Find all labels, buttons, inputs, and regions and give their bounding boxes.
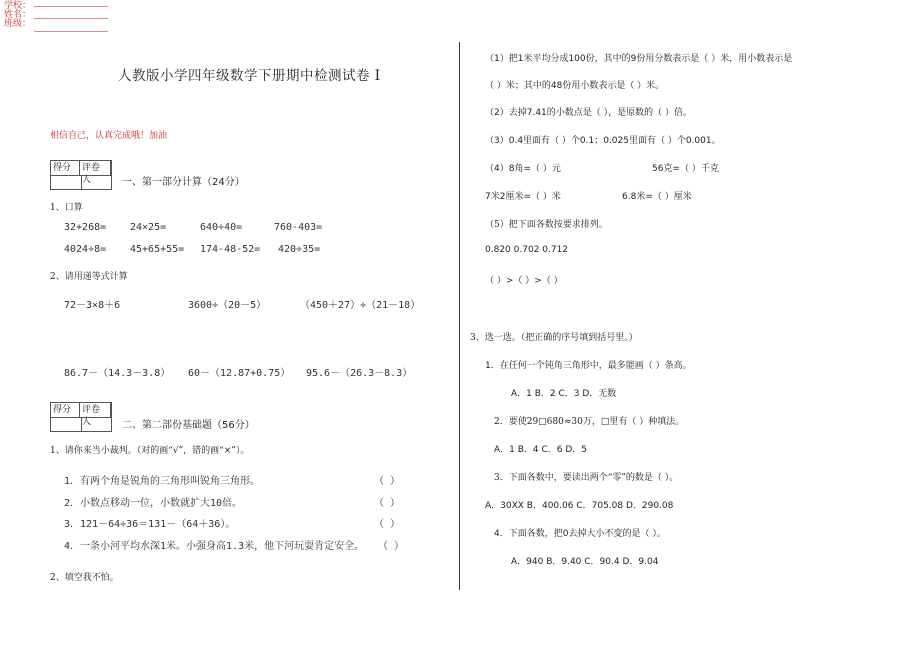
field-school-label: 学校： (4, 1, 32, 11)
oral-calc-label: 1、口算 (50, 203, 83, 213)
field-class-line[interactable] (34, 31, 108, 32)
choice-options: A．940 B．9.40 C．90.4 D．9.04 (511, 557, 659, 567)
oral-item: 32+268= (64, 222, 107, 233)
field-name-line[interactable] (34, 18, 108, 19)
fill-question: （ ）米；其中的48份用小数表示是（ ）米。 (485, 81, 665, 91)
step-calc-item: 3600÷（20－5） (188, 300, 267, 311)
step-calc-item: 95.6－（26.3－8.3） (306, 368, 413, 379)
judge-answer-bracket[interactable]: （ ） (374, 498, 401, 509)
step-calc-item: 86.7－（14.3－3.8） (64, 368, 171, 379)
fill-in-label: 2、填空我不怕。 (50, 573, 119, 583)
grader-label: 评卷人 (80, 161, 111, 175)
judge-instructions: 1、请你来当小裁判。（对的画“√”，错的画“×”）。 (50, 446, 250, 456)
score-label: 得分 (51, 403, 80, 417)
judge-answer-bracket[interactable]: （ ） (378, 541, 405, 552)
choice-options: A．1 B．2 C．3 D．无数 (511, 389, 617, 399)
oral-item: 24×25= (130, 222, 167, 233)
choice-options: A．1 B．4 C．6 D．5 (494, 445, 588, 455)
fill-question: 7米2厘米=（ ）米 (485, 192, 561, 202)
section1-heading: 一、第一部分计算（24分） (122, 177, 245, 188)
step-calc-item: 72－3×8＋6 (64, 300, 121, 311)
column-divider (459, 42, 460, 590)
step-calc-item: 60－（12.87+0.75） (188, 368, 291, 379)
numbers-to-order: 0.820 0.702 0.712 (485, 245, 569, 255)
step-calc-label: 2、请用递等式计算 (50, 272, 128, 282)
fill-question: （4）8角=（ ）元 (485, 164, 561, 174)
fill-question: （2）去掉7.41的小数点是（ ），是原数的（ ）倍。 (485, 108, 692, 118)
score-label: 得分 (51, 161, 80, 175)
choice-question: 1．在任何一个钝角三角形中，最多能画（ ）条高。 (485, 361, 692, 371)
field-name-label: 姓名： (4, 10, 32, 20)
oral-item: 420÷35= (278, 244, 321, 255)
oral-item: 4024÷8= (64, 244, 107, 255)
grader-label: 评卷人 (80, 403, 111, 417)
judge-item: 4．一条小河平均水深1米。小强身高1.3米，他下河玩耍肯定安全。 (64, 541, 365, 552)
oral-item: 45+65+55= (130, 244, 185, 255)
fill-question: 6.8米=（ ）厘米 (622, 192, 692, 202)
judge-item: 1．有两个角是锐角的三角形叫锐角三角形。 (64, 476, 261, 487)
encouragement-text: 相信自己，认真完成哦！加油 (50, 131, 168, 141)
judge-item: 3．121－64÷36＝131－（64＋36）。 (64, 519, 236, 530)
fill-question: （1）把1米平均分成100份，其中的9份用分数表示是（ ）米，用小数表示是 (485, 54, 793, 64)
field-class-label: 班级： (4, 19, 32, 29)
choice-question: 3．下面各数中，要读出两个“零”的数是（ ）。 (494, 473, 679, 483)
fill-question: （5）把下面各数按要求排列。 (485, 220, 608, 230)
choice-question: 4．下面各数，把0去掉大小不变的是（ ）。 (494, 529, 666, 539)
section2-heading: 二、第二部份基础题（56分） (122, 420, 255, 431)
judge-item: 2．小数点移动一位，小数就扩大10倍。 (64, 498, 243, 509)
choose-instructions: 3、选一选。（把正确的序号填到括号里。） (470, 333, 638, 343)
judge-answer-bracket[interactable]: （ ） (374, 519, 401, 530)
fill-question: 56克=（ ）千克 (652, 164, 719, 174)
order-answer-brackets[interactable]: （ ）>（ ）>（ ） (485, 276, 563, 286)
oral-item: 640÷40= (200, 222, 243, 233)
oral-item: 174-48-52= (200, 244, 261, 255)
score-box (50, 160, 112, 190)
oral-item: 760-403= (274, 222, 323, 233)
step-calc-item: （450＋27）÷（21－18） (300, 300, 421, 311)
field-school-line[interactable] (34, 6, 108, 7)
choice-options: A．30XX B．400.06 C．705.08 D．290.08 (485, 501, 674, 511)
judge-answer-bracket[interactable]: （ ） (374, 476, 401, 487)
score-box (50, 402, 112, 432)
choice-question: 2．要使29□680≈30万，□里有（ ）种填法。 (494, 417, 685, 427)
fill-question: （3）0.4里面有（ ）个0.1；0.025里面有（ ）个0.001。 (485, 136, 721, 146)
page-title: 人教版小学四年级数学下册期中检测试卷 I (118, 68, 381, 84)
